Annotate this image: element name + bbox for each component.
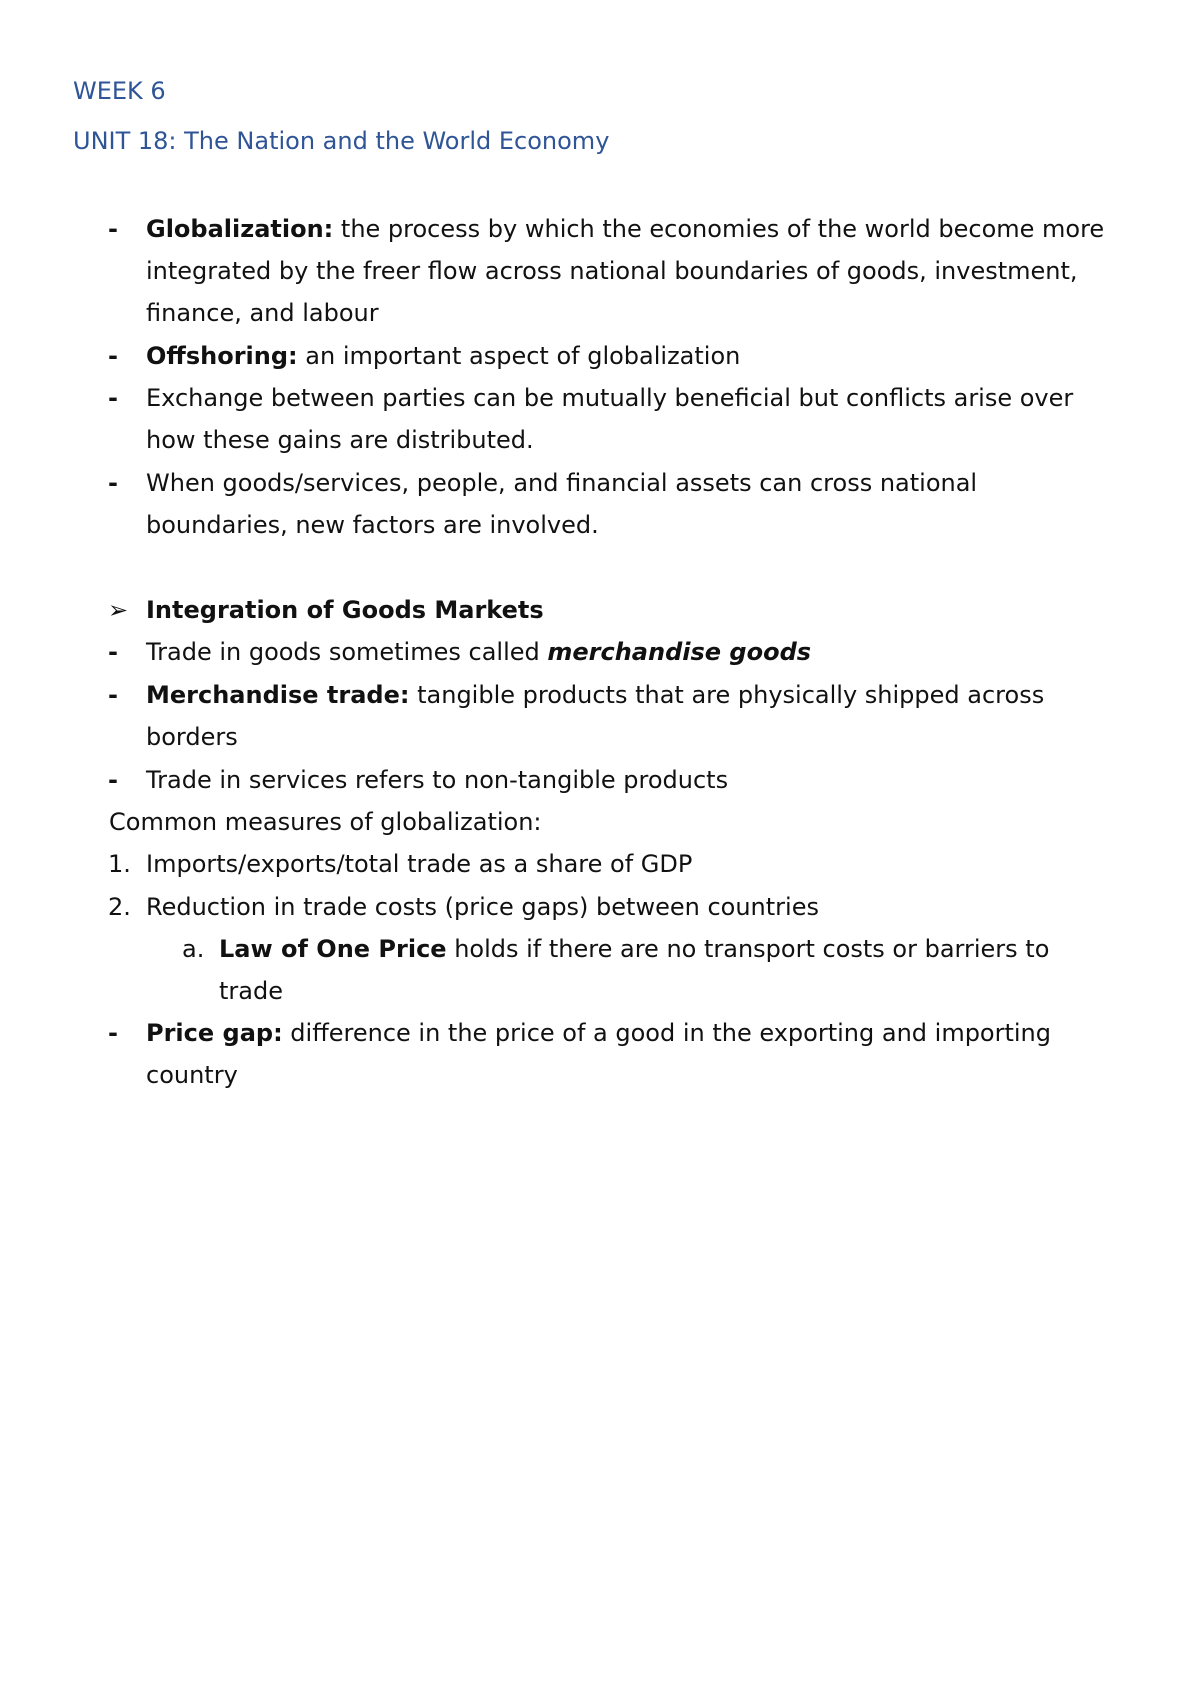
bullet-merchandise-trade-line-2: borders	[146, 723, 238, 751]
term-law-of-one-price: Law of One Price	[219, 935, 447, 963]
bullet-globalization-line-3: finance, and labour	[146, 299, 379, 327]
bullet-globalization-line-1	[146, 214, 1104, 244]
term-merchandise-trade: Merchandise trade:	[146, 681, 410, 709]
bullet-globalization-line-2: integrated by the freer flow across national boundaries of goods, investment,	[146, 257, 1078, 285]
term-merchandise-goods: merchandise goods	[547, 638, 812, 666]
sub-measure-line-2: trade	[219, 977, 283, 1005]
bullet-marker: -	[108, 469, 118, 497]
bullet-marker: -	[108, 638, 118, 666]
sub-measure-line-1	[219, 934, 1049, 964]
bullet-exchange-line-1: Exchange between parties can be mutually beneficial but conflicts arise over	[146, 384, 1074, 412]
measure-item-2: Reduction in trade costs (price gaps) between countries	[146, 893, 819, 921]
definition-text: an important aspect of globalization	[297, 342, 741, 370]
section-heading	[146, 595, 544, 625]
trade-goods-text: Trade in goods sometimes called	[146, 638, 548, 666]
bullet-price-gap-line-1	[146, 1018, 1051, 1048]
term-offshoring: Offshoring:	[146, 342, 298, 370]
arrow-bullet-icon: ➢	[108, 596, 129, 624]
bullet-crossing-line-2: boundaries, new factors are involved.	[146, 511, 599, 539]
bullet-marker: -	[108, 1019, 118, 1047]
measures-intro: Common measures of globalization:	[109, 808, 542, 836]
bullet-marker: -	[108, 215, 118, 243]
bullet-marker: -	[108, 384, 118, 412]
week-heading: WEEK 6	[73, 77, 166, 105]
list-number: 1.	[108, 850, 131, 878]
term-price-gap: Price gap:	[146, 1019, 283, 1047]
bullet-marker: -	[108, 342, 118, 370]
unit-heading: UNIT 18: The Nation and the World Economy	[73, 127, 610, 155]
bullet-trade-in-services: Trade in services refers to non-tangible products	[146, 766, 729, 794]
bullet-exchange-line-2: how these gains are distributed.	[146, 426, 534, 454]
bullet-offshoring	[146, 341, 740, 371]
section-title: Integration of Goods Markets	[146, 596, 544, 624]
bullet-trade-in-goods	[146, 637, 811, 667]
definition-text: holds if there are no transport costs or barriers to	[446, 935, 1050, 963]
bullet-merchandise-trade-line-1	[146, 680, 1044, 710]
definition-text: difference in the price of a good in the exporting and importing	[282, 1019, 1051, 1047]
list-letter: a.	[182, 935, 205, 963]
bullet-marker: -	[108, 681, 118, 709]
bullet-crossing-line-1: When goods/services, people, and financial assets can cross national	[146, 469, 978, 497]
list-number: 2.	[108, 893, 131, 921]
bullet-price-gap-line-2: country	[146, 1061, 238, 1089]
bullet-marker: -	[108, 766, 118, 794]
definition-text: the process by which the economies of the world become more	[333, 215, 1105, 243]
term-globalization: Globalization:	[146, 215, 334, 243]
definition-text: tangible products that are physically shipped across	[409, 681, 1045, 709]
measure-item-1: Imports/exports/total trade as a share of GDP	[146, 850, 693, 878]
